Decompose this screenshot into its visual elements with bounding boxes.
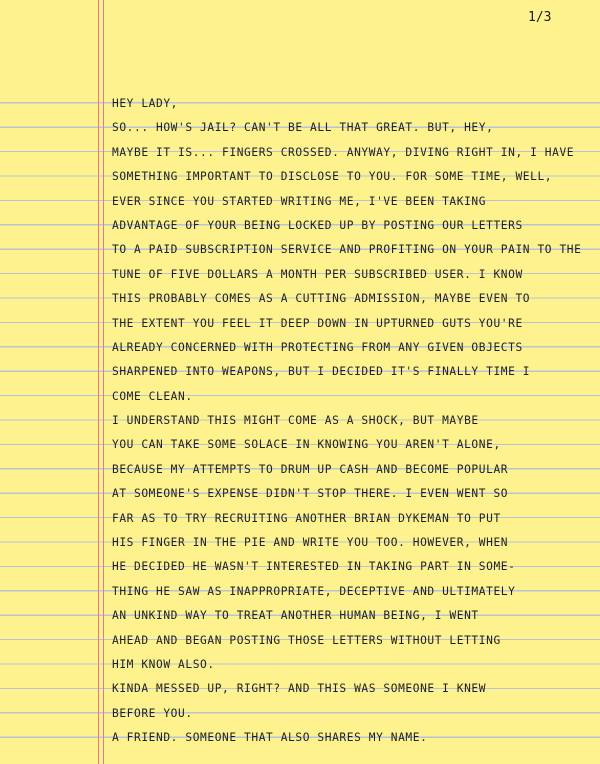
letter-line: SO... HOW'S JAIL? CAN'T BE ALL THAT GREAT. BUT, HEY, xyxy=(112,121,494,135)
letter-line: HIS FINGER IN THE PIE AND WRITE YOU TOO. HOWEVER, WHEN xyxy=(112,536,509,550)
letter-line: THE EXTENT YOU FEEL IT DEEP DOWN IN UPTURNED GUTS YOU'RE xyxy=(112,316,523,330)
letter-line: COME CLEAN. xyxy=(112,389,193,403)
letter-line: TO A PAID SUBSCRIPTION SERVICE AND PROFITING ON YOUR PAIN TO THE xyxy=(112,243,582,257)
letter-line: THING HE SAW AS INAPPROPRIATE, DECEPTIVE AND ULTIMATELY xyxy=(112,584,516,598)
letter-line: AN UNKIND WAY TO TREAT ANOTHER HUMAN BEING, I WENT xyxy=(112,609,479,623)
letter-line: A FRIEND. SOMEONE THAT ALSO SHARES MY NAME. xyxy=(112,731,428,745)
letter-line: HIM KNOW ALSO. xyxy=(112,657,215,671)
letter-line: EVER SINCE YOU STARTED WRITING ME, I'VE BEEN TAKING xyxy=(112,194,487,208)
letter-line: YOU CAN TAKE SOME SOLACE IN KNOWING YOU AREN'T ALONE, xyxy=(112,438,501,452)
letter-line: SHARPENED INTO WEAPONS, BUT I DECIDED IT'S FINALLY TIME I xyxy=(112,365,531,379)
letter-line: KINDA MESSED UP, RIGHT? AND THIS WAS SOMEONE I KNEW xyxy=(112,682,487,696)
letter-line: HEY LADY, xyxy=(112,97,179,110)
letter-line: ALREADY CONCERNED WITH PROTECTING FROM ANY GIVEN OBJECTS xyxy=(112,340,523,354)
handwritten-letter xyxy=(112,92,592,751)
header-space xyxy=(0,0,600,80)
letter-line: I UNDERSTAND THIS MIGHT COME AS A SHOCK, BUT MAYBE xyxy=(112,414,479,428)
margin-rule-left xyxy=(98,0,99,764)
letter-line: AT SOMEONE'S EXPENSE DIDN'T STOP THERE. I EVEN WENT SO xyxy=(112,487,509,501)
letter-line: AHEAD AND BEGAN POSTING THOSE LETTERS WITHOUT LETTING xyxy=(112,633,501,647)
letter-line: SOMETHING IMPORTANT TO DISCLOSE TO YOU. FOR SOME TIME, WELL, xyxy=(112,170,553,184)
letter-line: FAR AS TO TRY RECRUITING ANOTHER BRIAN DYKEMAN TO PUT xyxy=(112,511,501,525)
page-number: 1/3 xyxy=(528,10,552,25)
letter-line: MAYBE IT IS... FINGERS CROSSED. ANYWAY, DIVING RIGHT IN, I HAVE xyxy=(112,145,575,159)
letter-line: HE DECIDED HE WASN'T INTERESTED IN TAKING PART IN SOME- xyxy=(112,560,516,574)
letter-line: THIS PROBABLY COMES AS A CUTTING ADMISSION, MAYBE EVEN TO xyxy=(112,292,531,306)
letter-line: BEFORE YOU. xyxy=(112,706,193,720)
margin-rule-right xyxy=(103,0,104,764)
letter-line: ADVANTAGE OF YOUR BEING LOCKED UP BY POSTING OUR LETTERS xyxy=(112,218,523,232)
letter-line: TUNE OF FIVE DOLLARS A MONTH PER SUBSCRIBED USER. I KNOW xyxy=(112,267,523,281)
letter-line: BECAUSE MY ATTEMPTS TO DRUM UP CASH AND BECOME POPULAR xyxy=(112,462,509,476)
